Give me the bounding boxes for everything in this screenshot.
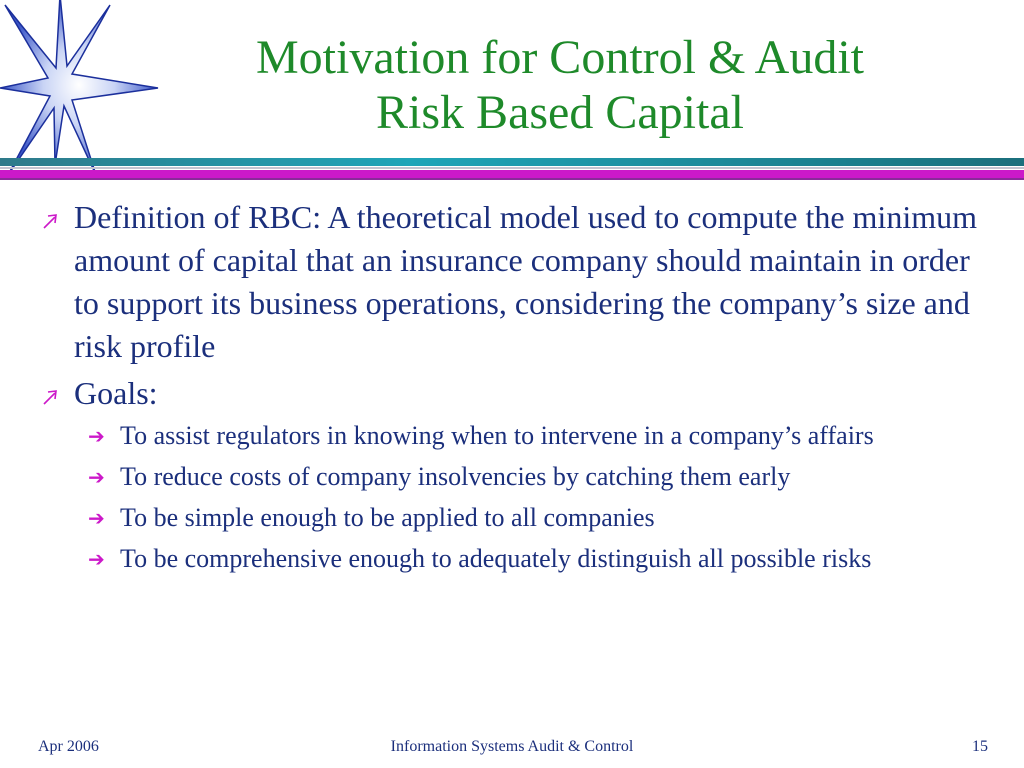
goal-item <box>88 542 988 575</box>
footer-page-number: 15 <box>972 738 988 755</box>
goal-item-text: To reduce costs of company insolvencies by catching them early <box>120 462 791 491</box>
goal-item-text: To assist regulators in knowing when to intervene in a company’s affairs <box>120 421 874 450</box>
footer-course-title: Information Systems Audit & Control <box>390 738 634 755</box>
bullet-definition <box>42 196 988 368</box>
goal-item <box>88 501 988 534</box>
bullet-goals-text: Goals: <box>74 375 158 411</box>
right-arrow-icon: ➔ <box>88 424 105 448</box>
title-divider <box>0 158 1024 182</box>
slide-body <box>42 196 988 583</box>
right-arrow-icon: ➔ <box>88 465 105 489</box>
goal-item-text: To be simple enough to be applied to all companies <box>120 503 655 532</box>
goal-item-text: To be comprehensive enough to adequately distinguish all possible risks <box>120 544 872 573</box>
title-line-1: Motivation for Control & Audit <box>256 31 864 84</box>
right-arrow-icon: ➔ <box>88 506 105 530</box>
goal-item <box>88 460 988 493</box>
divider-magenta-bar <box>0 170 1024 178</box>
star-burst-icon <box>0 0 160 180</box>
divider-gray-line <box>0 167 1024 169</box>
bullet-goals <box>42 372 988 415</box>
slide-title <box>160 30 960 140</box>
slide-footer <box>0 738 1024 762</box>
goal-item <box>88 419 988 452</box>
right-arrow-icon: ➔ <box>88 547 105 571</box>
divider-purple-line <box>0 178 1024 180</box>
footer-date: Apr 2006 <box>38 738 99 755</box>
bullet-definition-text: Definition of RBC: A theoretical model used to compute the minimum amount of capital that an insurance company should maintain in order to support its business operations, considering the company’s size and risk profile <box>74 199 977 364</box>
divider-teal-bar <box>0 158 1024 166</box>
title-line-2: Risk Based Capital <box>376 86 744 139</box>
